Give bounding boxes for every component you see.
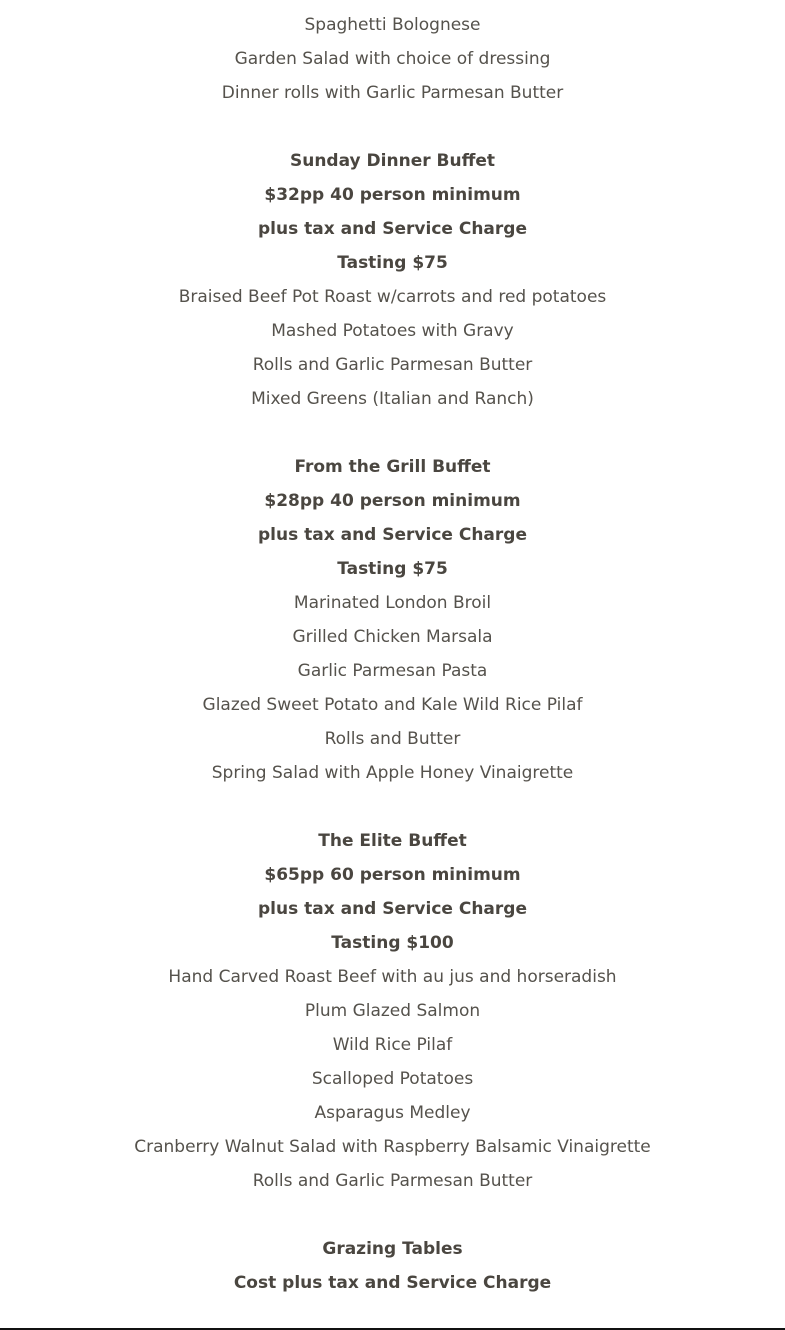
menu-item: Grilled Chicken Marsala	[292, 627, 493, 647]
buffet-title: Sunday Dinner Buffet	[289, 151, 496, 171]
menu-item: Scalloped Potatoes	[311, 1069, 474, 1089]
buffet-tasting-price: Tasting $100	[331, 933, 454, 953]
menu-item: Wild Rice Pilaf	[332, 1035, 453, 1055]
buffet-title: The Elite Buffet	[318, 831, 467, 851]
buffet-tax-note: plus tax and Service Charge	[257, 219, 527, 239]
menu-item: Asparagus Medley	[314, 1103, 471, 1123]
menu-item: Spring Salad with Apple Honey Vinaigrette	[211, 763, 574, 783]
menu-item: Rolls and Garlic Parmesan Butter	[252, 1171, 533, 1191]
buffet-tax-note: plus tax and Service Charge	[257, 525, 527, 545]
buffet-tasting-price: Tasting $75	[337, 253, 448, 273]
buffet-tasting-price: Tasting $75	[337, 559, 448, 579]
menu-item: Garden Salad with choice of dressing	[234, 49, 551, 69]
menu-item	[0, 0, 785, 8]
menu-item: Plum Glazed Salmon	[304, 1001, 481, 1021]
menu-item: Marinated London Broil	[293, 593, 492, 613]
menu-item: Cranberry Walnut Salad with Raspberry Balsamic Vinaigrette	[134, 1137, 651, 1157]
spacer	[0, 1198, 785, 1232]
menu-item: Braised Beef Pot Roast w/carrots and red potatoes	[178, 287, 607, 307]
buffet-tax-note: plus tax and Service Charge	[257, 899, 527, 919]
menu-item: Mixed Greens (Italian and Ranch)	[251, 389, 534, 409]
menu-item: Rolls and Garlic Parmesan Butter	[252, 355, 533, 375]
menu-item: Mashed Potatoes with Gravy	[271, 321, 514, 341]
menu-item: Hand Carved Roast Beef with au jus and horseradish	[168, 967, 617, 987]
spacer	[0, 110, 785, 144]
buffet-title: From the Grill Buffet	[294, 457, 491, 477]
buffet-price: Cost plus tax and Service Charge	[233, 1273, 552, 1293]
menu-item: Glazed Sweet Potato and Kale Wild Rice Pilaf	[202, 695, 583, 715]
buffet-title: Grazing Tables	[322, 1239, 463, 1259]
menu-item: Rolls and Butter	[324, 729, 461, 749]
buffet-price: $65pp 60 person minimum	[264, 865, 521, 885]
spacer	[0, 790, 785, 824]
menu-item: Dinner rolls with Garlic Parmesan Butter	[221, 83, 564, 103]
menu-item: Garlic Parmesan Pasta	[297, 661, 488, 681]
buffet-price: $32pp 40 person minimum	[264, 185, 521, 205]
buffet-price: $28pp 40 person minimum	[264, 491, 521, 511]
spacer	[0, 416, 785, 450]
menu-item: Spaghetti Bolognese	[304, 15, 481, 35]
